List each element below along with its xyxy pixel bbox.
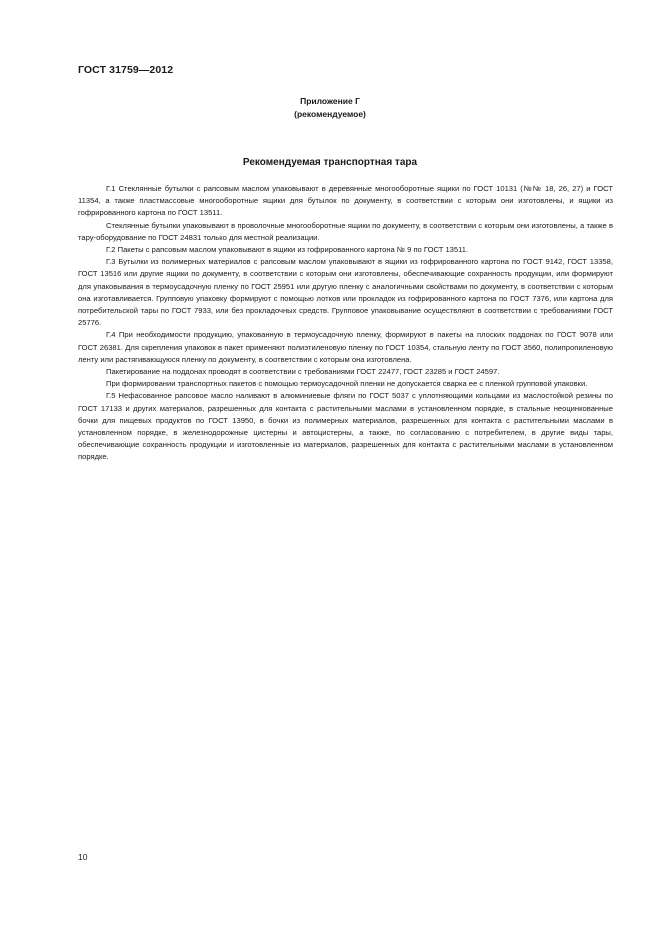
paragraph-g4: Г.4 При необходимости продукцию, упакованную в термоусадочную пленку, формируют в пакеты на плоских поддонах по ГОСТ 9078 или ГОСТ 26381. Для скрепления упаковок в пакет применяют полиэтиленовую пленку по ГОСТ 10354, стальную ленту по ГОСТ 3560, полипропиленовую ленту или растягивающуюся пленку по документу, в соответствии с которым она изготовлена. (78, 330, 613, 364)
paragraph-g3: Г.3 Бутылки из полимерных материалов с рапсовым маслом упаковывают в ящики из гофрированного картона по ГОСТ 9142, ГОСТ 13358, ГОСТ 13516 или другие ящики по документу, в соответствии с которым они изготовлены, обеспечивающие сохранность продукции, или формируют для упаковывания в термоусадочную пленку по ГОСТ 25951 или другую пленку с аналогичными свойствами по документу, в соответствии с которым она изготавливается. Групповую упаковку формируют с помощью лотков или прокладок из гофрированного картона по ГОСТ 7376, или картона для потребительской тары по ГОСТ 7933, или без прокладочных средств. Групповое упаковывание осуществляют в соответствии с требованиями ГОСТ 25776. (78, 257, 613, 328)
appendix-status: (рекомендуемое) (294, 109, 366, 119)
paragraph-g1-wire-boxes: Стеклянные бутылки упаковывают в проволочные многооборотные ящики по документу, в соответствии с которым они изготовлены, а также в тару-оборудование по ГОСТ 24831 только для местной реализации. (78, 220, 613, 242)
paragraph-g1: Г.1 Стеклянные бутылки с рапсовым маслом упаковывают в деревянные многооборотные ящики по ГОСТ 10131 (№№ 18, 26, 27) и ГОСТ 11354, а также пластмассовые многооборотные ящики для бутылок по документу, в соответствии с которым они изготовлены, и ящики из гофрированного картона по ГОСТ 13511. (78, 184, 613, 218)
appendix-title: Приложение Г (300, 96, 360, 106)
section-title: Рекомендуемая транспортная тара (242, 157, 418, 168)
paragraph-g4-palletizing: Пакетирование на поддонах проводят в соответствии с требованиями ГОСТ 22477, ГОСТ 23285 и ГОСТ 24597. (106, 367, 500, 377)
page-number: 10 (78, 852, 88, 862)
paragraph-g5: Г.5 Нефасованное рапсовое масло наливают в алюминиевые фляги по ГОСТ 5037 с уплотняющими кольцами из маслостойкой резины по ГОСТ 17133 и других материалов, разрешенных для контакта с растительными маслами в установленном порядке, в стальные неоцинкованные бочки для пищевых продуктов по ГОСТ 13950, в бочки из полимерных материалов, разрешенных для контакта с растительными маслами в установленном порядке, в железнодорожные цистерны и автоцистерны, а также, по согласованию с потребителем, в другие виды тары, обеспечивающие сохранность продукции и изготовленные из материалов, разрешенных для контакта с растительными маслами в установленном порядке. (78, 391, 613, 462)
paragraph-g2: Г.2 Пакеты с рапсовым маслом упаковывают в ящики из гофрированного картона № 9 по ГОСТ 13511. (106, 245, 469, 255)
body-text (78, 183, 613, 464)
standard-header: ГОСТ 31759—2012 (78, 64, 174, 76)
paragraph-g4-shrink-film: При формировании транспортных пакетов с помощью термоусадочной пленки не допускается сварка ее с пленкой групповой упаковки. (106, 379, 588, 389)
appendix-heading (78, 95, 582, 121)
